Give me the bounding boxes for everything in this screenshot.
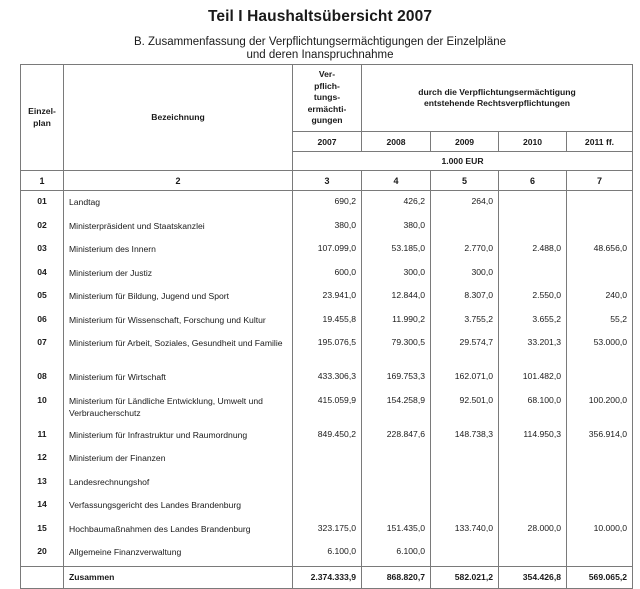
bezeichnung-cell: Ministerium für Wissenschaft, Forschung und Kultur	[64, 310, 293, 334]
value-2011ff: 240,0	[567, 286, 633, 310]
bezeichnung-cell: Ministerium für Arbeit, Soziales, Gesundheit und Familie	[64, 333, 293, 367]
value-2009: 29.574,7	[431, 333, 499, 367]
value-2007: 849.450,2	[293, 425, 362, 449]
value-2007	[293, 448, 362, 472]
value-2009: 92.501,0	[431, 391, 499, 425]
value-2009: 133.740,0	[431, 519, 499, 543]
total-row	[21, 566, 633, 588]
column-number: 6	[499, 171, 567, 191]
einzelplan-cell: 20	[21, 542, 64, 566]
table-row	[21, 542, 633, 566]
value-2010	[499, 542, 567, 566]
einzelplan-cell: 02	[21, 216, 64, 240]
value-2010: 28.000,0	[499, 519, 567, 543]
column-number: 1	[21, 171, 64, 191]
value-2011ff: 356.914,0	[567, 425, 633, 449]
einzelplan-cell: 10	[21, 391, 64, 425]
value-2008: 154.258,9	[362, 391, 431, 425]
table-row	[21, 333, 633, 367]
value-2008: 12.844,0	[362, 286, 431, 310]
table-row	[21, 495, 633, 519]
value-2010: 33.201,3	[499, 333, 567, 367]
header-year-2010: 2010	[499, 132, 567, 152]
value-2007: 19.455,8	[293, 310, 362, 334]
bezeichnung-cell: Allgemeine Finanzverwaltung	[64, 542, 293, 566]
table-row	[21, 216, 633, 240]
einzelplan-cell: 01	[21, 191, 64, 216]
einzelplan-cell: 03	[21, 239, 64, 263]
value-2010	[499, 495, 567, 519]
table-row	[21, 263, 633, 287]
header-rechtsverpflichtungen: durch die Verpflichtungsermächtigung entstehende Rechtsverpflichtungen	[362, 65, 633, 132]
total-2007: 2.374.333,9	[293, 566, 362, 588]
bezeichnung-cell: Hochbaumaßnahmen des Landes Brandenburg	[64, 519, 293, 543]
subtitle-line-2: und deren Inanspruchnahme	[246, 49, 394, 61]
bezeichnung-cell: Ministerium für Ländliche Entwicklung, Umwelt und Verbraucherschutz	[64, 391, 293, 425]
value-2007: 690,2	[293, 191, 362, 216]
value-2010: 2.488,0	[499, 239, 567, 263]
value-2010: 101.482,0	[499, 367, 567, 391]
column-number: 4	[362, 171, 431, 191]
einzelplan-cell: 06	[21, 310, 64, 334]
bezeichnung-cell: Ministerium der Finanzen	[64, 448, 293, 472]
value-2008	[362, 448, 431, 472]
einzelplan-cell: 15	[21, 519, 64, 543]
value-2008: 79.300,5	[362, 333, 431, 367]
einzelplan-cell: 08	[21, 367, 64, 391]
value-2007: 323.175,0	[293, 519, 362, 543]
einzelplan-cell: 04	[21, 263, 64, 287]
value-2010: 3.655,2	[499, 310, 567, 334]
table-row	[21, 472, 633, 496]
value-2008	[362, 472, 431, 496]
value-2009: 300,0	[431, 263, 499, 287]
page-subtitle	[0, 36, 640, 62]
einzelplan-cell: 13	[21, 472, 64, 496]
einzelplan-cell: 14	[21, 495, 64, 519]
value-2007: 380,0	[293, 216, 362, 240]
header-year-2011ff: 2011 ff.	[567, 132, 633, 152]
column-number: 7	[567, 171, 633, 191]
table-row	[21, 367, 633, 391]
total-2011ff: 569.065,2	[567, 566, 633, 588]
header-year-2009: 2009	[431, 132, 499, 152]
value-2007: 6.100,0	[293, 542, 362, 566]
einzelplan-cell: 11	[21, 425, 64, 449]
value-2007: 23.941,0	[293, 286, 362, 310]
value-2010	[499, 448, 567, 472]
column-number: 3	[293, 171, 362, 191]
value-2010	[499, 216, 567, 240]
value-2011ff	[567, 263, 633, 287]
value-2011ff	[567, 191, 633, 216]
table-row	[21, 448, 633, 472]
value-2007: 433.306,3	[293, 367, 362, 391]
value-2009	[431, 472, 499, 496]
table-row	[21, 425, 633, 449]
total-2010: 354.426,8	[499, 566, 567, 588]
value-2007	[293, 472, 362, 496]
header-bezeichnung: Bezeichnung	[64, 65, 293, 171]
value-2007: 600,0	[293, 263, 362, 287]
value-2011ff	[567, 448, 633, 472]
value-2009	[431, 448, 499, 472]
bezeichnung-cell: Verfassungsgericht des Landes Brandenburg	[64, 495, 293, 519]
budget-table	[20, 64, 633, 589]
value-2007: 415.059,9	[293, 391, 362, 425]
page-title: Teil I Haushaltsübersicht 2007	[207, 8, 433, 25]
column-number: 5	[431, 171, 499, 191]
value-2009: 148.738,3	[431, 425, 499, 449]
value-2008: 6.100,0	[362, 542, 431, 566]
value-2007: 195.076,5	[293, 333, 362, 367]
bezeichnung-cell: Ministerium für Bildung, Jugend und Sport	[64, 286, 293, 310]
value-2011ff	[567, 542, 633, 566]
value-2008: 380,0	[362, 216, 431, 240]
table-row	[21, 310, 633, 334]
value-2008: 300,0	[362, 263, 431, 287]
einzelplan-cell: 05	[21, 286, 64, 310]
value-2009	[431, 542, 499, 566]
einzelplan-cell: 07	[21, 333, 64, 367]
table-row	[21, 191, 633, 216]
value-2010	[499, 191, 567, 216]
value-2009: 2.770,0	[431, 239, 499, 263]
bezeichnung-cell: Ministerium des Innern	[64, 239, 293, 263]
table-body	[21, 191, 633, 567]
value-2009: 8.307,0	[431, 286, 499, 310]
value-2011ff: 48.656,0	[567, 239, 633, 263]
header-year-2008: 2008	[362, 132, 431, 152]
header-year-2007: 2007	[293, 132, 362, 152]
value-2008	[362, 495, 431, 519]
value-2011ff: 53.000,0	[567, 333, 633, 367]
value-2010	[499, 263, 567, 287]
bezeichnung-cell: Landesrechnungshof	[64, 472, 293, 496]
value-2011ff: 10.000,0	[567, 519, 633, 543]
value-2008: 426,2	[362, 191, 431, 216]
value-2008: 151.435,0	[362, 519, 431, 543]
header-einzelplan: Einzel- plan	[21, 65, 64, 171]
value-2009	[431, 495, 499, 519]
table-row	[21, 286, 633, 310]
value-2010: 114.950,3	[499, 425, 567, 449]
value-2009: 3.755,2	[431, 310, 499, 334]
total-label: Zusammen	[64, 566, 293, 588]
header-verpflichtungsermaechtigungen: Ver- pflich- tungs- ermächti- gungen	[293, 65, 362, 132]
bezeichnung-cell: Ministerium für Wirtschaft	[64, 367, 293, 391]
value-2008: 228.847,6	[362, 425, 431, 449]
value-2009	[431, 216, 499, 240]
table-row	[21, 239, 633, 263]
value-2010: 2.550,0	[499, 286, 567, 310]
value-2008: 169.753,3	[362, 367, 431, 391]
einzelplan-cell: 12	[21, 448, 64, 472]
column-number: 2	[64, 171, 293, 191]
bezeichnung-cell: Ministerpräsident und Staatskanzlei	[64, 216, 293, 240]
value-2011ff	[567, 367, 633, 391]
value-2011ff: 100.200,0	[567, 391, 633, 425]
value-2009: 162.071,0	[431, 367, 499, 391]
value-2011ff	[567, 216, 633, 240]
total-plan	[21, 566, 64, 588]
header-unit: 1.000 EUR	[293, 152, 633, 171]
value-2008: 53.185,0	[362, 239, 431, 263]
bezeichnung-cell: Ministerium für Infrastruktur und Raumordnung	[64, 425, 293, 449]
value-2010	[499, 472, 567, 496]
value-2010: 68.100,0	[499, 391, 567, 425]
total-2009: 582.021,2	[431, 566, 499, 588]
value-2009: 264,0	[431, 191, 499, 216]
value-2007: 107.099,0	[293, 239, 362, 263]
bezeichnung-cell: Ministerium der Justiz	[64, 263, 293, 287]
table-row	[21, 391, 633, 425]
bezeichnung-cell: Landtag	[64, 191, 293, 216]
value-2011ff	[567, 472, 633, 496]
value-2011ff	[567, 495, 633, 519]
subtitle-line-1: B. Zusammenfassung der Verpflichtungsermächtigungen der Einzelpläne	[133, 36, 507, 48]
table-row	[21, 519, 633, 543]
value-2007	[293, 495, 362, 519]
total-2008: 868.820,7	[362, 566, 431, 588]
value-2008: 11.990,2	[362, 310, 431, 334]
value-2011ff: 55,2	[567, 310, 633, 334]
